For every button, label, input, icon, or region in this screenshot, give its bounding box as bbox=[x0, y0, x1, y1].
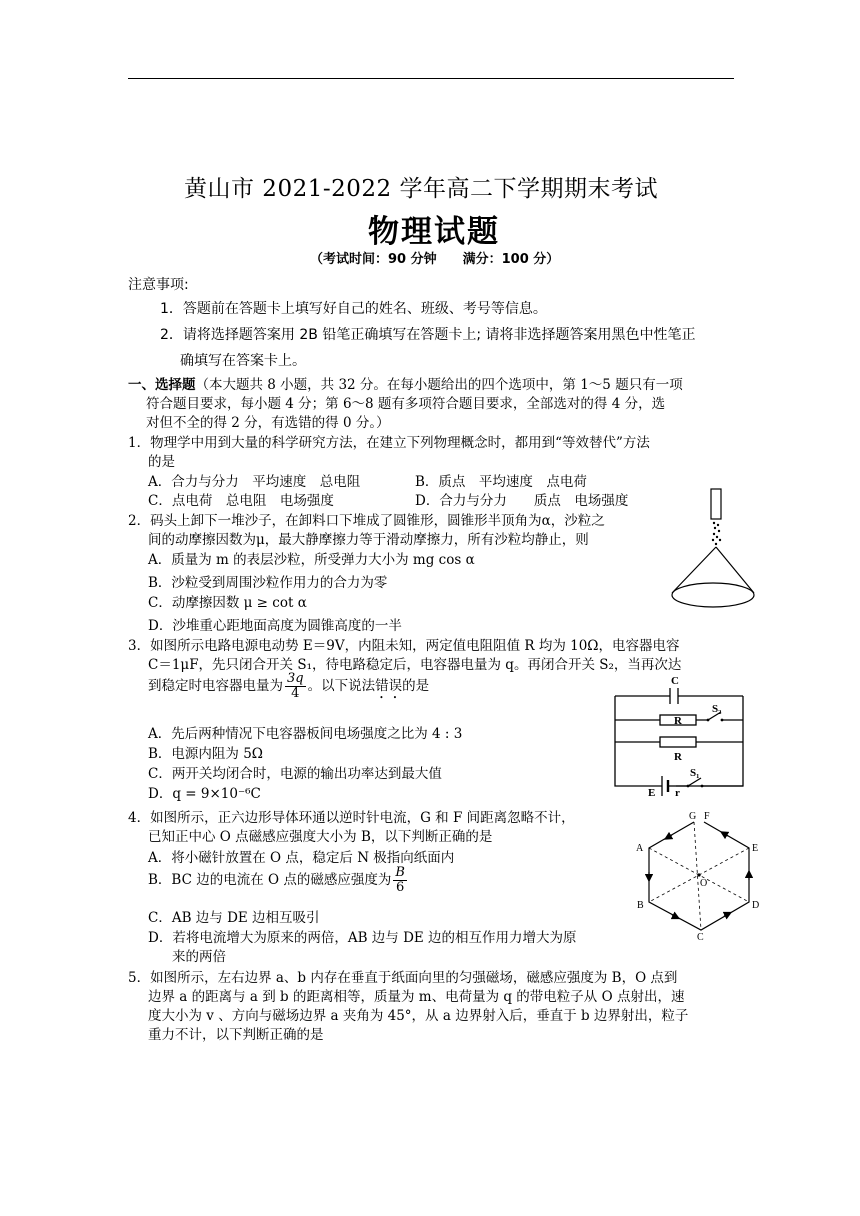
section-1-desc-line-2: 符合题目要求，每小题 4 分；第 6～8 题有多项符合题目要求，全部选对的得 4 分，选 bbox=[146, 396, 666, 412]
circuit-label-c: C bbox=[671, 675, 679, 687]
cone-base bbox=[672, 583, 754, 607]
q2-stem-line-1: 2．码头上卸下一堆沙子，在卸料口下堆成了圆锥形，圆锥形半顶角为α，沙粒之 bbox=[128, 513, 605, 529]
q3-option-b: B．电源内阻为 5Ω bbox=[148, 746, 263, 762]
circuit-figure bbox=[612, 672, 746, 800]
q3-stem-line-3: 到稳定时电容器电量为 $\frac{3q}{4}$ 。以下说法错误的是 bbox=[148, 671, 430, 701]
q4-option-d-line-2: 来的两倍 bbox=[172, 949, 226, 965]
q3-stem-line-1: 3．如图所示电路电源电动势 E＝9V，内阻未知，两定值电阻阻值 R 均为 10Ω，电容器电容 bbox=[128, 638, 680, 654]
notes-heading: 注意事项: bbox=[128, 277, 189, 293]
section-1-label: 一、选择题 bbox=[128, 377, 196, 393]
circuit-label-r-upper: R bbox=[674, 715, 682, 727]
q3-option-c: C．两开关均闭合时，电源的输出功率达到最大值 bbox=[148, 766, 442, 782]
hex-label-a: A bbox=[636, 843, 644, 854]
q4-option-b: B．BC 边的电流在 O 点的磁感应强度为 $\frac{B}{6}$ bbox=[148, 865, 405, 895]
header-rule bbox=[128, 78, 734, 79]
hex-label-c: C bbox=[697, 932, 704, 943]
hex-label-f: F bbox=[704, 811, 710, 822]
q4-option-d-line-1: D．若将电流增大为原来的两倍，AB 边与 DE 边的相互作用力增大为原 bbox=[148, 930, 577, 946]
hex-label-o: O bbox=[700, 878, 708, 889]
q1-option-d: D．合力与分力 质点 电场强度 bbox=[415, 493, 629, 509]
section-1-desc-line-1: （本大题共 8 小题，共 32 分。在每小题给出的四个选项中，第 1～5 题只有一项 bbox=[195, 377, 683, 393]
circuit-label-s2: S₂ bbox=[712, 703, 722, 715]
q4-option-a: A．将小磁针放置在 O 点，稳定后 N 极指向纸面内 bbox=[148, 850, 455, 866]
q4-option-c: C．AB 边与 DE 边相互吸引 bbox=[148, 910, 320, 926]
q5-stem-line-4: 重力不计，以下判断正确的是 bbox=[148, 1027, 324, 1043]
chute-pipe bbox=[711, 489, 721, 519]
q5-stem-line-2: 边界 a 的距离与 a 到 b 的距离相等，质量为 m、电荷量为 q 的带电粒子从 O 点射出，速 bbox=[148, 989, 685, 1005]
q4-stem-line-2: 已知正中心 O 点磁感应强度大小为 B，以下判断正确的是 bbox=[148, 829, 493, 845]
notes-item-1: 1．答题前在答题卡上填写好自己的姓名、班级、考号等信息。 bbox=[160, 301, 547, 317]
subject-title: 物理试题 bbox=[368, 214, 500, 250]
hex-label-b: B bbox=[637, 900, 644, 911]
fraction-3q-over-4: $\frac{3q}{4}$ bbox=[287, 671, 304, 701]
circuit-label-e: E bbox=[648, 787, 656, 799]
hexagon-figure bbox=[634, 806, 768, 942]
q2-option-c: C．动摩擦因数 μ ≥ cot α bbox=[148, 595, 307, 611]
fraction-b-over-6: $\frac{B}{6}$ bbox=[395, 865, 405, 895]
q3-option-d: D．q = 9×10⁻⁶C bbox=[148, 786, 261, 802]
q3-stem-line-2: C＝1μF，先只闭合开关 S₁，待电路稳定后，电容器电量为 q。再闭合开关 S₂，当再次达 bbox=[148, 657, 682, 673]
q1-stem-line-1: 1．物理学中用到大量的科学研究方法，在建立下列物理概念时，都用到“等效替代”方法 bbox=[128, 435, 650, 451]
exam-title: 黄山市 2021-2022 学年高二下学期期末考试 bbox=[184, 176, 658, 202]
q5-stem-line-3: 度大小为 v 、方向与磁场边界 a 夹角为 45°，从 a 边界射入后，垂直于 b 边界射出，粒子 bbox=[148, 1008, 689, 1024]
circuit-label-r-lower: R bbox=[674, 751, 682, 763]
q1-option-a: A．合力与分力 平均速度 总电阻 bbox=[148, 474, 361, 490]
sand-cone-figure bbox=[668, 487, 754, 615]
q3-option-a: A．先后两种情况下电容器板间电场强度之比为 4 : 3 bbox=[148, 726, 463, 742]
section-1-desc-line-3: 对但不全的得 2 分，有选错的得 0 分。） bbox=[146, 415, 390, 431]
hex-label-g: G bbox=[689, 811, 697, 822]
q2-stem-line-2: 间的动摩擦因数为μ，最大静摩擦力等于滑动摩擦力，所有沙粒均静止，则 bbox=[148, 532, 589, 548]
emphasis-wrong: 错误 bbox=[375, 678, 403, 694]
q2-option-d: D．沙堆重心距地面高度为圆锥高度的一半 bbox=[148, 618, 402, 634]
notes-item-2-line-1: 2．请将选择题答案用 2B 铅笔正确填写在答题卡上; 请将非选择题答案用黑色中性笔正 bbox=[160, 327, 696, 343]
q5-stem-line-1: 5．如图所示，左右边界 a、b 内存在垂直于纸面向里的匀强磁场，磁感应强度为 B，O 点到 bbox=[128, 970, 678, 986]
falling-sand bbox=[712, 522, 721, 545]
q1-option-b: B．质点 平均速度 点电荷 bbox=[415, 474, 587, 490]
q4-stem-line-1: 4．如图所示，正六边形导体环通以逆时针电流，G 和 F 间距离忽略不计， bbox=[128, 810, 575, 826]
q1-stem-line-2: 的是 bbox=[148, 454, 175, 470]
q2-option-b: B．沙粒受到周围沙粒作用力的合力为零 bbox=[148, 575, 388, 591]
hex-label-d: D bbox=[752, 900, 760, 911]
notes-item-2-line-2: 确填写在答案卡上。 bbox=[180, 353, 306, 369]
q2-option-a: A．质量为 m 的表层沙粒，所受弹力大小为 mg cos α bbox=[148, 552, 475, 568]
exam-info: （考试时间：90 分钟 满分：100 分） bbox=[310, 252, 560, 267]
circuit-label-r-internal: r bbox=[675, 787, 680, 799]
circuit-label-s1: S₁ bbox=[690, 767, 700, 779]
section-1-intro bbox=[128, 373, 683, 393]
q1-option-c: C．点电荷 总电阻 电场强度 bbox=[148, 493, 334, 509]
hex-label-e: E bbox=[752, 843, 759, 854]
